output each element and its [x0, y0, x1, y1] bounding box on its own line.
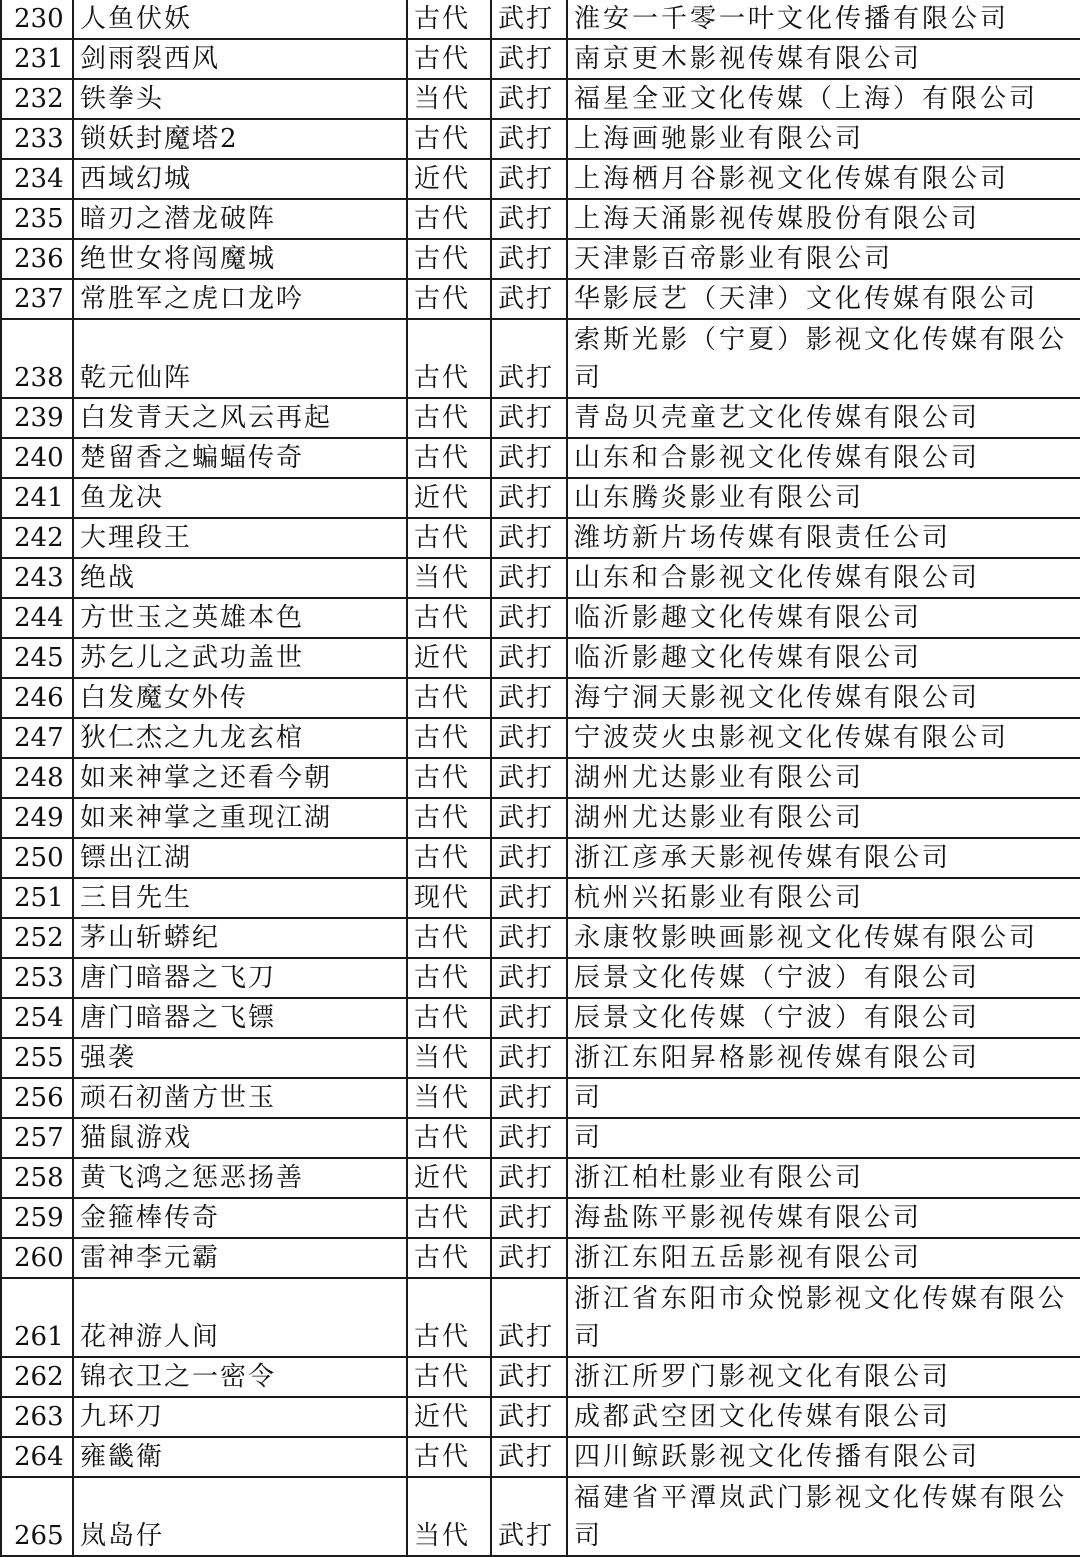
drama-title: 唐门暗器之飞镖 [73, 998, 407, 1038]
era-cell: 近代 [407, 1397, 491, 1437]
row-number: 233 [1, 119, 73, 159]
company-cell: 湖州尤达影业有限公司 [567, 758, 1080, 798]
table-row [1, 558, 1080, 598]
company-cell: 上海栖月谷影视文化传媒有限公司 [567, 159, 1080, 199]
era-cell: 古代 [407, 798, 491, 838]
era-cell: 古代 [407, 119, 491, 159]
era-cell: 古代 [407, 918, 491, 958]
row-number: 245 [1, 638, 73, 678]
company-cell: 天津影百帝影业有限公司 [567, 239, 1080, 279]
company-cell: 华影辰艺（天津）文化传媒有限公司 [567, 279, 1080, 319]
genre-cell: 武打 [491, 598, 567, 638]
row-number: 231 [1, 39, 73, 79]
row-number: 246 [1, 678, 73, 718]
company-cell: 临沂影趣文化传媒有限公司 [567, 638, 1080, 678]
table-row [1, 279, 1080, 319]
genre-cell: 武打 [491, 678, 567, 718]
company-cell: 浙江彦承天影视传媒有限公司 [567, 838, 1080, 878]
era-cell: 古代 [407, 998, 491, 1038]
table-row [1, 1437, 1080, 1477]
company-cell: 山东腾炎影业有限公司 [567, 478, 1080, 518]
era-cell: 当代 [407, 558, 491, 598]
genre-cell: 武打 [491, 998, 567, 1038]
genre-cell: 武打 [491, 918, 567, 958]
company-cell: 临沂影趣文化传媒有限公司 [567, 598, 1080, 638]
genre-cell: 武打 [491, 0, 567, 39]
table-row [1, 79, 1080, 119]
genre-cell: 武打 [491, 718, 567, 758]
drama-title: 绝战 [73, 558, 407, 598]
era-cell: 古代 [407, 718, 491, 758]
company-cell: 上海画驰影业有限公司 [567, 119, 1080, 159]
drama-title: 花神游人间 [73, 1278, 407, 1357]
company-cell: 上海天涌影视传媒股份有限公司 [567, 199, 1080, 239]
era-cell: 古代 [407, 438, 491, 478]
genre-cell: 武打 [491, 798, 567, 838]
era-cell: 古代 [407, 39, 491, 79]
era-cell: 近代 [407, 478, 491, 518]
company-cell: 潍坊新片场传媒有限责任公司 [567, 518, 1080, 558]
company-cell: 浙江东阳昇格影视传媒有限公司 [567, 1038, 1080, 1078]
drama-title: 岚岛仔 [73, 1477, 407, 1556]
era-cell: 古代 [407, 958, 491, 998]
row-number: 260 [1, 1238, 73, 1278]
genre-cell: 武打 [491, 279, 567, 319]
era-cell: 当代 [407, 79, 491, 119]
genre-cell: 武打 [491, 1437, 567, 1477]
row-number: 249 [1, 798, 73, 838]
row-number: 237 [1, 279, 73, 319]
era-cell: 古代 [407, 598, 491, 638]
era-cell: 古代 [407, 279, 491, 319]
table-row [1, 1278, 1080, 1357]
table-row [1, 878, 1080, 918]
drama-title: 白发青天之风云再起 [73, 398, 407, 438]
drama-title: 人鱼伏妖 [73, 0, 407, 39]
table-row [1, 1078, 1080, 1118]
era-cell: 古代 [407, 1238, 491, 1278]
table-row [1, 718, 1080, 758]
company-cell: 青岛贝壳童艺文化传媒有限公司 [567, 398, 1080, 438]
company-cell: 南京更木影视传媒有限公司 [567, 39, 1080, 79]
row-number: 248 [1, 758, 73, 798]
table-row [1, 159, 1080, 199]
table-row [1, 918, 1080, 958]
drama-title: 唐门暗器之飞刀 [73, 958, 407, 998]
company-cell: 海盐陈平影视传媒有限公司 [567, 1198, 1080, 1238]
table-row [1, 319, 1080, 398]
drama-title: 顽石初凿方世玉 [73, 1078, 407, 1118]
drama-title: 铁拳头 [73, 79, 407, 119]
drama-title: 苏乞儿之武功盖世 [73, 638, 407, 678]
company-cell: 宁波荧火虫影视文化传媒有限公司 [567, 718, 1080, 758]
company-cell: 山东和合影视文化传媒有限公司 [567, 558, 1080, 598]
row-number: 232 [1, 79, 73, 119]
era-cell: 古代 [407, 1278, 491, 1357]
drama-title: 九环刀 [73, 1397, 407, 1437]
genre-cell: 武打 [491, 1038, 567, 1078]
table-row [1, 119, 1080, 159]
drama-title: 楚留香之蝙蝠传奇 [73, 438, 407, 478]
genre-cell: 武打 [491, 39, 567, 79]
drama-title: 猫鼠游戏 [73, 1118, 407, 1158]
row-number: 240 [1, 438, 73, 478]
era-cell: 古代 [407, 199, 491, 239]
row-number: 244 [1, 598, 73, 638]
era-cell: 近代 [407, 1158, 491, 1198]
company-cell: 成都武空团文化传媒有限公司 [567, 1397, 1080, 1437]
table-row [1, 478, 1080, 518]
genre-cell: 武打 [491, 119, 567, 159]
row-number: 253 [1, 958, 73, 998]
row-number: 263 [1, 1397, 73, 1437]
table-row [1, 1357, 1080, 1397]
genre-cell: 武打 [491, 1477, 567, 1556]
row-number: 238 [1, 319, 73, 398]
company-cell: 淮安一千零一叶文化传播有限公司 [567, 0, 1080, 39]
drama-title: 绝世女将闯魔城 [73, 239, 407, 279]
row-number: 239 [1, 398, 73, 438]
company-cell: 浙江省东阳市众悦影视文化传媒有限公司 [567, 1278, 1080, 1357]
table-row [1, 798, 1080, 838]
table-row [1, 0, 1080, 39]
genre-cell: 武打 [491, 558, 567, 598]
row-number: 255 [1, 1038, 73, 1078]
drama-title: 西域幻城 [73, 159, 407, 199]
era-cell: 近代 [407, 638, 491, 678]
drama-title: 如来神掌之还看今朝 [73, 758, 407, 798]
genre-cell: 武打 [491, 1397, 567, 1437]
table-row [1, 239, 1080, 279]
era-cell: 古代 [407, 319, 491, 398]
genre-cell: 武打 [491, 958, 567, 998]
genre-cell: 武打 [491, 478, 567, 518]
table-row [1, 438, 1080, 478]
genre-cell: 武打 [491, 518, 567, 558]
era-cell: 古代 [407, 398, 491, 438]
drama-title: 暗刃之潜龙破阵 [73, 199, 407, 239]
company-cell: 司 [567, 1118, 1080, 1158]
company-cell: 山东和合影视文化传媒有限公司 [567, 438, 1080, 478]
drama-title: 雷神李元霸 [73, 1238, 407, 1278]
era-cell: 古代 [407, 1118, 491, 1158]
company-cell: 四川鲸跃影视文化传播有限公司 [567, 1437, 1080, 1477]
row-number: 234 [1, 159, 73, 199]
row-number: 247 [1, 718, 73, 758]
row-number: 264 [1, 1437, 73, 1477]
table-row [1, 958, 1080, 998]
drama-title: 白发魔女外传 [73, 678, 407, 718]
row-number: 230 [1, 0, 73, 39]
drama-title: 如来神掌之重现江湖 [73, 798, 407, 838]
row-number: 258 [1, 1158, 73, 1198]
table-row [1, 398, 1080, 438]
era-cell: 当代 [407, 1078, 491, 1118]
company-cell: 海宁洞天影视文化传媒有限公司 [567, 678, 1080, 718]
era-cell: 古代 [407, 518, 491, 558]
row-number: 262 [1, 1357, 73, 1397]
drama-title: 金箍棒传奇 [73, 1198, 407, 1238]
genre-cell: 武打 [491, 1078, 567, 1118]
genre-cell: 武打 [491, 239, 567, 279]
era-cell: 古代 [407, 1198, 491, 1238]
row-number: 252 [1, 918, 73, 958]
company-cell: 索斯光影（宁夏）影视文化传媒有限公司 [567, 319, 1080, 398]
company-cell: 辰景文化传媒（宁波）有限公司 [567, 998, 1080, 1038]
registry-body [1, 0, 1080, 1556]
row-number: 265 [1, 1477, 73, 1556]
row-number: 259 [1, 1198, 73, 1238]
drama-title: 黄飞鸿之惩恶扬善 [73, 1158, 407, 1198]
genre-cell: 武打 [491, 758, 567, 798]
company-cell: 浙江所罗门影视文化有限公司 [567, 1357, 1080, 1397]
company-cell: 辰景文化传媒（宁波）有限公司 [567, 958, 1080, 998]
drama-title: 强袭 [73, 1038, 407, 1078]
genre-cell: 武打 [491, 438, 567, 478]
table-row [1, 678, 1080, 718]
era-cell: 古代 [407, 0, 491, 39]
era-cell: 当代 [407, 1477, 491, 1556]
drama-title: 三目先生 [73, 878, 407, 918]
era-cell: 古代 [407, 678, 491, 718]
table-row [1, 1198, 1080, 1238]
drama-title: 锦衣卫之一密令 [73, 1357, 407, 1397]
company-cell: 湖州尤达影业有限公司 [567, 798, 1080, 838]
era-cell: 古代 [407, 838, 491, 878]
genre-cell: 武打 [491, 199, 567, 239]
table-row [1, 598, 1080, 638]
genre-cell: 武打 [491, 398, 567, 438]
drama-title: 剑雨裂西风 [73, 39, 407, 79]
era-cell: 现代 [407, 878, 491, 918]
table-row [1, 1238, 1080, 1278]
company-cell: 福星全亚文化传媒（上海）有限公司 [567, 79, 1080, 119]
era-cell: 古代 [407, 1437, 491, 1477]
era-cell: 古代 [407, 758, 491, 798]
drama-title: 锁妖封魔塔2 [73, 119, 407, 159]
table-row [1, 758, 1080, 798]
drama-title: 常胜军之虎口龙吟 [73, 279, 407, 319]
row-number: 257 [1, 1118, 73, 1158]
drama-title: 鱼龙决 [73, 478, 407, 518]
genre-cell: 武打 [491, 1118, 567, 1158]
era-cell: 当代 [407, 1038, 491, 1078]
row-number: 254 [1, 998, 73, 1038]
genre-cell: 武打 [491, 638, 567, 678]
row-number: 236 [1, 239, 73, 279]
genre-cell: 武打 [491, 1278, 567, 1357]
row-number: 256 [1, 1078, 73, 1118]
row-number: 261 [1, 1278, 73, 1357]
genre-cell: 武打 [491, 1357, 567, 1397]
table-row [1, 518, 1080, 558]
genre-cell: 武打 [491, 159, 567, 199]
row-number: 242 [1, 518, 73, 558]
drama-title: 乾元仙阵 [73, 319, 407, 398]
company-cell: 永康牧影映画影视文化传媒有限公司 [567, 918, 1080, 958]
drama-title: 镖出江湖 [73, 838, 407, 878]
genre-cell: 武打 [491, 79, 567, 119]
company-cell: 浙江东阳五岳影视有限公司 [567, 1238, 1080, 1278]
company-cell: 浙江柏杜影业有限公司 [567, 1158, 1080, 1198]
genre-cell: 武打 [491, 319, 567, 398]
drama-title: 方世玉之英雄本色 [73, 598, 407, 638]
table-row [1, 638, 1080, 678]
genre-cell: 武打 [491, 878, 567, 918]
row-number: 250 [1, 838, 73, 878]
table-row [1, 1477, 1080, 1556]
company-cell: 司 [567, 1078, 1080, 1118]
table-row [1, 39, 1080, 79]
genre-cell: 武打 [491, 1158, 567, 1198]
drama-title: 茅山斩蟒纪 [73, 918, 407, 958]
table-row [1, 199, 1080, 239]
drama-title: 大理段王 [73, 518, 407, 558]
table-row [1, 1118, 1080, 1158]
genre-cell: 武打 [491, 838, 567, 878]
row-number: 243 [1, 558, 73, 598]
era-cell: 古代 [407, 239, 491, 279]
drama-title: 狄仁杰之九龙玄棺 [73, 718, 407, 758]
era-cell: 近代 [407, 159, 491, 199]
row-number: 235 [1, 199, 73, 239]
company-cell: 福建省平潭岚武门影视文化传媒有限公司 [567, 1477, 1080, 1556]
table-row [1, 1397, 1080, 1437]
table-row [1, 1158, 1080, 1198]
row-number: 251 [1, 878, 73, 918]
era-cell: 古代 [407, 1357, 491, 1397]
table-row [1, 1038, 1080, 1078]
row-number: 241 [1, 478, 73, 518]
genre-cell: 武打 [491, 1238, 567, 1278]
genre-cell: 武打 [491, 1198, 567, 1238]
company-cell: 杭州兴拓影业有限公司 [567, 878, 1080, 918]
table-row [1, 838, 1080, 878]
drama-title: 雍畿衛 [73, 1437, 407, 1477]
table-row [1, 998, 1080, 1038]
